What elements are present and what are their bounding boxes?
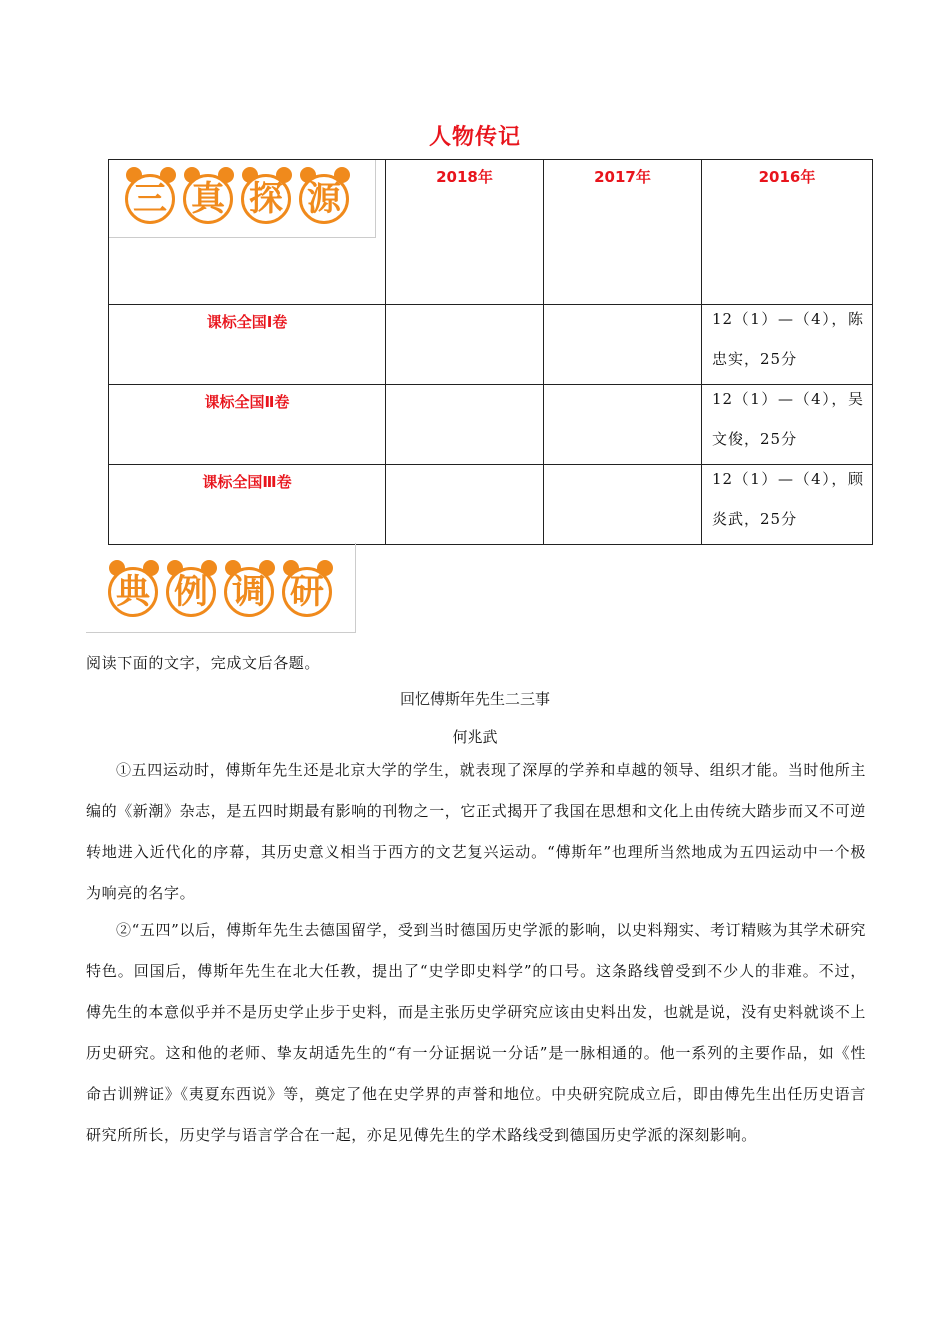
table-cell bbox=[386, 465, 544, 545]
badge-bear-icon: 三 bbox=[123, 170, 179, 226]
table-cell bbox=[544, 305, 702, 385]
badge-cell bbox=[109, 160, 386, 305]
row-label: 课标全国Ⅰ卷 bbox=[109, 305, 386, 385]
table-row bbox=[109, 385, 873, 465]
badge-bear-icon: 研 bbox=[280, 563, 336, 619]
table-cell bbox=[544, 385, 702, 465]
badge-bear-icon: 源 bbox=[297, 170, 353, 226]
passage-body bbox=[86, 910, 866, 1156]
paragraph-2: ②“五四”以后，傅斯年先生去德国留学，受到当时德国历史学派的影响，以史料翔实、考订精赅为其学术研究特色。回国后，傅斯年先生在北大任教，提出了“史学即史料学”的口号。这条路线曾受到不少人的非难。不过，傅先生的本意似乎并不是历史学止步于史料，而是主张历史学研究应该由史料出发，也就是说，没有史料就谈不上历史研究。这和他的老师、挚友胡适先生的“有一分证据说一分话”是一脉相通的。他一系列的主要作品，如《性命古训辨证》《夷夏东西说》等，奠定了他在史学界的声誉和地位。中央研究院成立后，即由傅先生出任历史语言研究所所长，历史学与语言学合在一起，亦足见傅先生的学术路线受到德国历史学派的深刻影响。 bbox=[86, 921, 867, 1144]
passage-body bbox=[86, 750, 866, 914]
row-label: 课标全国Ⅲ卷 bbox=[109, 465, 386, 545]
row-label: 课标全国Ⅱ卷 bbox=[109, 385, 386, 465]
passage-author: 何兆武 bbox=[452, 728, 498, 746]
table-row bbox=[109, 305, 873, 385]
table-cell bbox=[386, 385, 544, 465]
exam-source-table bbox=[108, 159, 873, 545]
table-cell: 12（1）—（4），吴文俊，25分 bbox=[702, 385, 873, 465]
dianli-diaoyan-badge bbox=[86, 543, 356, 633]
page-title: 人物传记 bbox=[428, 125, 521, 150]
table-cell: 12（1）—（4），陈忠实，25分 bbox=[702, 305, 873, 385]
paragraph-1: ①五四运动时，傅斯年先生还是北京大学的学生，就表现了深厚的学养和卓越的领导、组织才能。当时他所主编的《新潮》杂志，是五四时期最有影响的刊物之一，它正式揭开了我国在思想和文化上由传统大踏步而又不可逆转地进入近代化的序幕，其历史意义相当于西方的文艺复兴运动。“傅斯年”也理所当然地成为五四运动中一个极为响亮的名字。 bbox=[86, 761, 867, 902]
sanzhen-tanyuan-badge bbox=[109, 160, 376, 238]
table-cell: 12（1）—（4），顾炎武，25分 bbox=[702, 465, 873, 545]
badge-bear-icon: 调 bbox=[222, 563, 278, 619]
table-row bbox=[109, 465, 873, 545]
reading-instruction: 阅读下面的文字，完成文后各题。 bbox=[86, 654, 321, 672]
table-cell bbox=[386, 305, 544, 385]
badge-bear-icon: 真 bbox=[181, 170, 237, 226]
header-2018: 2018年 bbox=[386, 160, 544, 305]
badge-bear-icon: 典 bbox=[106, 563, 162, 619]
header-2017: 2017年 bbox=[544, 160, 702, 305]
badge-bear-icon: 探 bbox=[239, 170, 295, 226]
header-2016: 2016年 bbox=[702, 160, 873, 305]
badge-bear-icon: 例 bbox=[164, 563, 220, 619]
table-cell bbox=[544, 465, 702, 545]
passage-title: 回忆傅斯年先生二三事 bbox=[399, 690, 550, 708]
